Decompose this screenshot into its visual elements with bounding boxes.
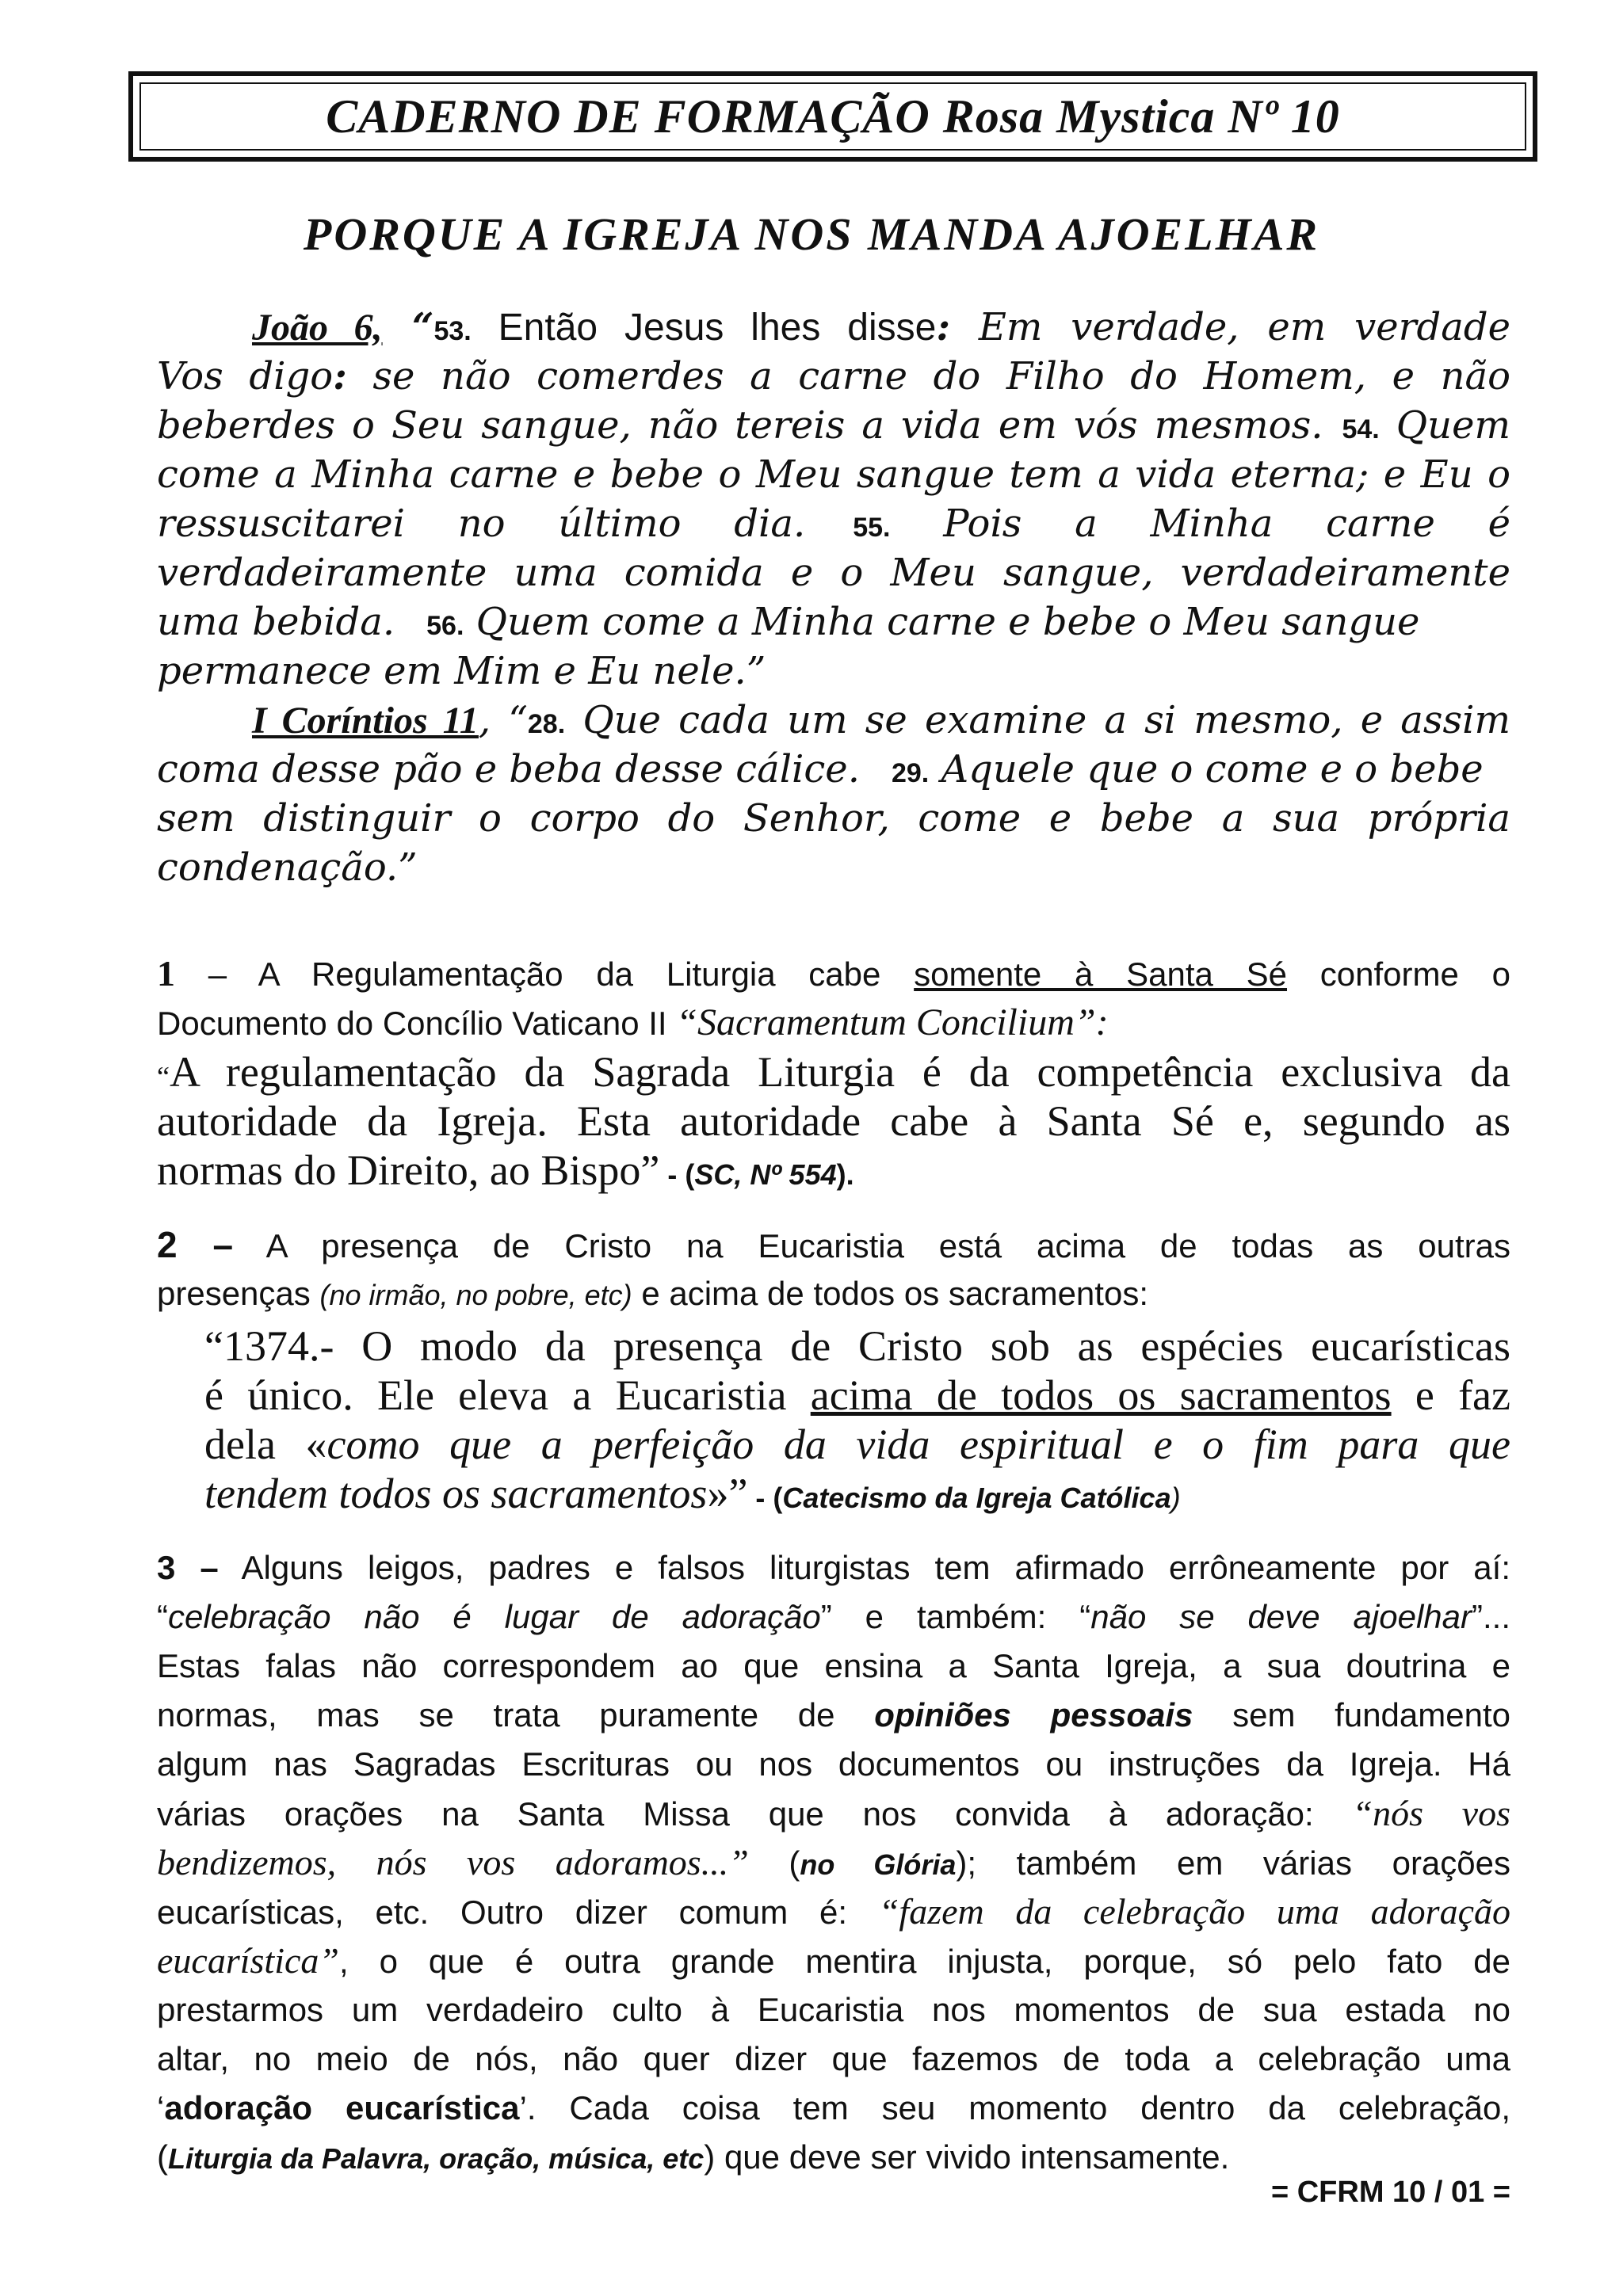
- section-1-quote-line-2: autoridade da Igreja. Esta autoridade cabe à Santa Sé e, segundo as: [157, 1097, 1510, 1145]
- section-3-line-6: várias orações na Santa Missa que nos convida à adoração: “nós vos: [157, 1793, 1511, 1833]
- verse-number: 28.: [527, 709, 566, 739]
- section-2-line-1: 2 – A presença de Cristo na Eucaristia está acima de todas as outras: [157, 1224, 1511, 1265]
- section-3-line-5: algum nas Sagradas Escrituras ou nos documentos ou instruções da Igreja. Há: [157, 1745, 1510, 1783]
- scripture-line-12: condenação.”: [157, 845, 418, 890]
- section-2-line-2: presenças (no irmão, no pobre, etc) e acima de todos os sacramentos:: [157, 1275, 1148, 1312]
- section-3-line-1: 3 – Alguns leigos, padres e falsos liturgistas tem afirmado errôneamente por aí:: [157, 1549, 1510, 1586]
- corinthians-reference: I Coríntios 11: [252, 700, 479, 742]
- section-3-line-8: eucarísticas, etc. Outro dizer comum é: “fazem da celebração uma adoração: [157, 1891, 1510, 1932]
- section-1-line-2: Documento do Concílio Vaticano II “Sacramentum Concilium”:: [157, 1001, 1109, 1043]
- section-3-line-9: eucarística”, o que é outra grande mentira injusta, porque, só pelo fato de: [157, 1940, 1510, 1981]
- section-3-line-3: Estas falas não correspondem ao que ensina a Santa Igreja, a sua doutrina e: [157, 1647, 1510, 1684]
- section-3-line-11: altar, no meio de nós, não quer dizer que fazemos de toda a celebração uma: [157, 2040, 1510, 2077]
- page-footer-code: = CFRM 10 / 01 =: [1270, 2176, 1510, 2209]
- verse-number: 56.: [426, 611, 464, 641]
- scripture-line-6: verdadeiramente uma comida e o Meu sangue, verdadeiramente: [157, 551, 1510, 595]
- section-1-line-1: 1 – A Regulamentação da Liturgia cabe somente à Santa Sé conforme o: [157, 953, 1510, 994]
- section-3-line-4: normas, mas se trata puramente de opiniões pessoais sem fundamento: [157, 1696, 1511, 1733]
- joao-reference: João 6,: [252, 307, 383, 349]
- scripture-line-2: Vos digo: se não comerdes a carne do Filho do Homem, e não: [157, 354, 1510, 399]
- section-1-quote-line-3: normas do Direito, ao Bispo” - (SC, Nº 554).: [157, 1146, 854, 1194]
- verse-number: 53.: [433, 316, 472, 346]
- scripture-line-7: uma bebida. 56. Quem come a Minha carne e bebe o Meu sangue: [157, 600, 1420, 644]
- source-citation: Catecismo da Igreja Católica: [782, 1482, 1171, 1514]
- catechism-line-1: “1374.- O modo da presença de Cristo sob as espécies eucarísticas: [204, 1322, 1510, 1370]
- section-number: 1: [157, 953, 175, 994]
- verse-number: 55.: [853, 513, 891, 543]
- scripture-line-9: I Coríntios 11, “28. Que cada um se examine a si mesmo, e assim: [252, 698, 1511, 742]
- section-3-line-2: “celebração não é lugar de adoração” e também: “não se deve ajoelhar”...: [157, 1598, 1510, 1635]
- verse-number: 54.: [1342, 414, 1380, 444]
- scripture-line-4: come a Minha carne e bebe o Meu sangue tem a vida eterna; e Eu o: [157, 452, 1510, 497]
- page-heading: PORQUE A IGREJA NOS MANDA AJOELHAR: [303, 208, 1320, 260]
- scripture-line-1: João 6, “53. Então Jesus lhes disse: Em verdade, em verdade: [252, 305, 1511, 349]
- scripture-line-8: permanece em Mim e Eu nele.”: [157, 649, 766, 693]
- scripture-line-10: coma desse pão e beba desse cálice. 29. Aquele que o come e o bebe: [157, 747, 1484, 791]
- catechism-line-2: é único. Ele eleva a Eucaristia acima de todos os sacramentos e faz: [204, 1371, 1510, 1419]
- section-3-line-7: bendizemos, nós vos adoramos...” (no Glória); também em várias orações: [157, 1842, 1510, 1882]
- catechism-line-4: tendem todos os sacramentos»” - (Catecismo da Igreja Católica): [204, 1470, 1181, 1517]
- section-number: 3 –: [157, 1549, 219, 1586]
- section-3-line-10: prestarmos um verdadeiro culto à Eucaristia nos momentos de sua estada no: [157, 1991, 1510, 2028]
- section-3-line-12: ‘adoração eucarística’. Cada coisa tem seu momento dentro da celebração,: [157, 2089, 1510, 2126]
- section-number: 2 –: [157, 1224, 234, 1265]
- source-citation: SC, Nº 554: [694, 1158, 837, 1191]
- masthead-inner-border: [139, 82, 1526, 151]
- scripture-line-11: sem distinguir o corpo do Senhor, come e bebe a sua própria: [157, 796, 1510, 841]
- scripture-line-5: ressuscitarei no último dia. 55. Pois a Minha carne é: [157, 502, 1510, 546]
- section-1-quote-line-1: “A regulamentação da Sagrada Liturgia é da competência exclusiva da: [157, 1048, 1510, 1096]
- scripture-line-3: beberdes o Seu sangue, não tereis a vida em vós mesmos. 54. Quem: [157, 403, 1510, 448]
- masthead-title: CADERNO DE FORMAÇÃO Rosa Mystica Nº 10: [326, 90, 1340, 143]
- section-3-line-13: (Liturgia da Palavra, oração, música, etc) que deve ser vivido intensamente.: [157, 2138, 1230, 2176]
- masthead-box: [128, 71, 1537, 162]
- catechism-line-3: dela «como que a perfeição da vida espiritual e o fim para que: [204, 1421, 1510, 1468]
- verse-number: 29.: [891, 758, 930, 788]
